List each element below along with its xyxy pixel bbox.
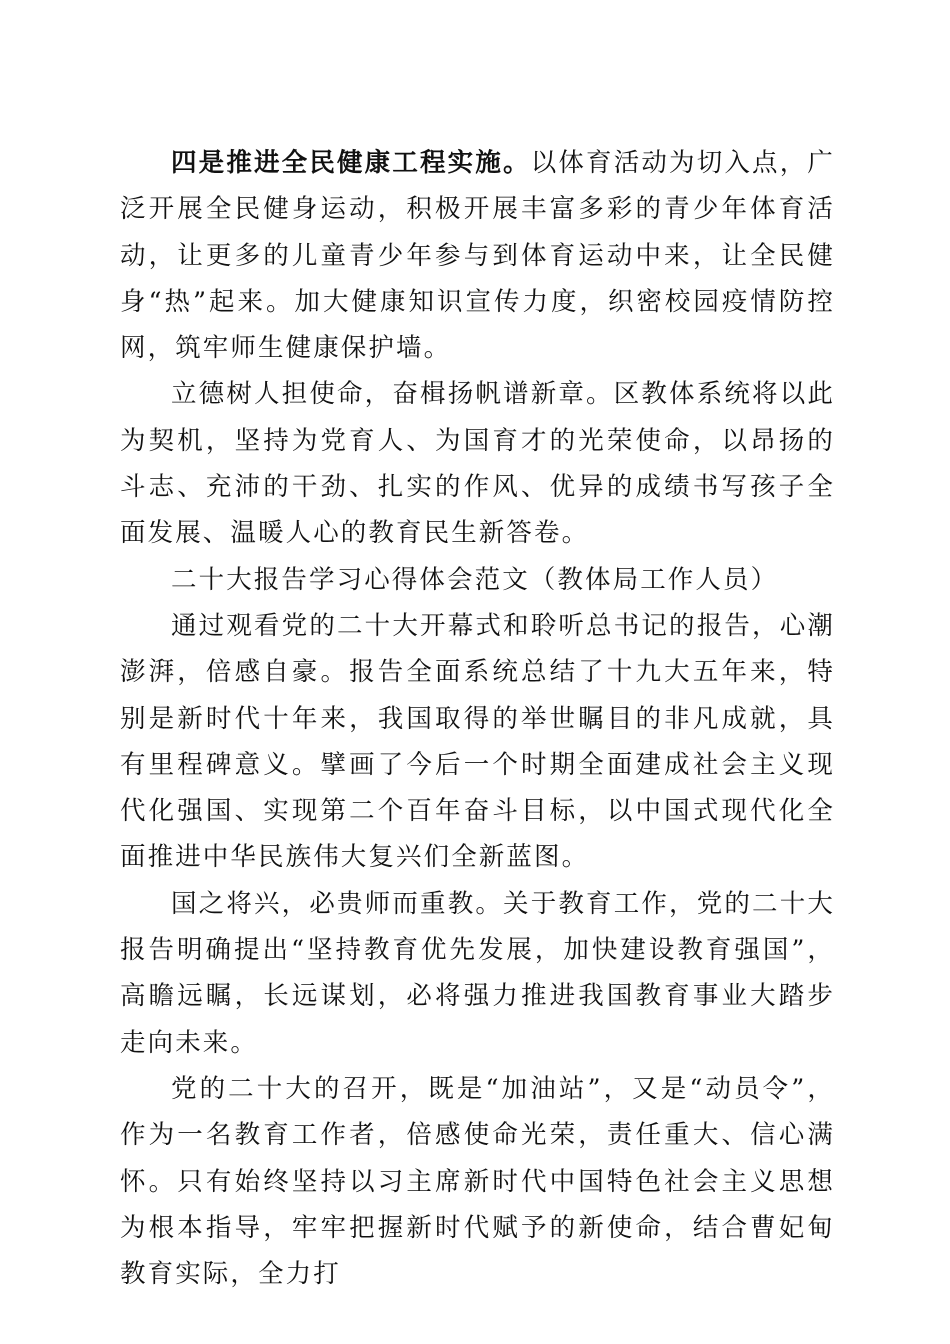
- paragraph-text: 立德树人担使命，奋楫扬帆谱新章。区教体系统将以此为契机，坚持为党育人、为国育才的光荣使命，以昂扬的斗志、充沛的干劲、扎实的作风、优异的成绩书写孩子全面发展、温暖人心的教育民生新答卷。: [120, 379, 835, 549]
- paragraph-text: 通过观看党的二十大开幕式和聆听总书记的报告，心潮澎湃，倍感自豪。报告全面系统总结了十九大五年来，特别是新时代十年来，我国取得的举世瞩目的非凡成就，具有里程碑意义。擘画了今后一个时期全面建成社会主义现代化强国、实现第二个百年奋斗目标，以中国式现代化全面推进中华民族伟大复兴们全新蓝图。: [120, 610, 835, 873]
- paragraph-opening-ceremony: [120, 603, 835, 881]
- paragraph-health-project: [120, 140, 835, 371]
- section-title: [120, 557, 835, 603]
- paragraph-mobilization: [120, 1066, 835, 1297]
- document-body: [120, 140, 835, 1297]
- section-title-text: 二十大报告学习心得体会范文（教体局工作人员）: [171, 564, 779, 595]
- paragraph-text: 国之将兴，必贵师而重教。关于教育工作，党的二十大报告明确提出“坚持教育优先发展，加快建设教育强国”，高瞻远瞩，长远谋划，必将强力推进我国教育事业大踏步走向未来。: [120, 888, 835, 1058]
- paragraph-education-priority: [120, 881, 835, 1066]
- paragraph-text: 党的二十大的召开，既是“加油站”，又是“动员令”，作为一名教育工作者，倍感使命光荣，责任重大、信心满怀。只有始终坚持以习主席新时代中国特色社会主义思想为根本指导，牢牢把握新时代赋予的新使命，结合曹妃甸教育实际，全力打: [120, 1073, 835, 1290]
- paragraph-text: 以体育活动为切入点，广泛开展全民健身运动，积极开展丰富多彩的青少年体育活动，让更多的儿童青少年参与到体育运动中来，让全民健身“热”起来。加大健康知识宣传力度，织密校园疫情防控网，筑牢师生健康保护墙。: [120, 148, 835, 364]
- paragraph-mission: [120, 371, 835, 556]
- paragraph-lead-heading: 四是推进全民健康工程实施。: [171, 148, 531, 178]
